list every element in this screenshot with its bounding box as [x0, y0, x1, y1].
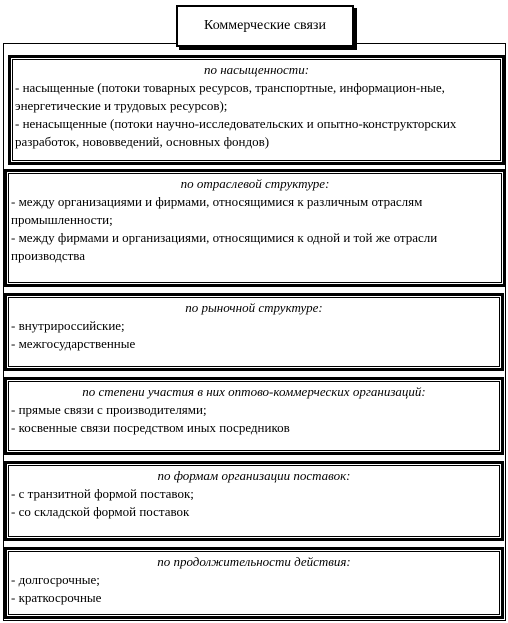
group-item: - ненасыщенные (потоки научно-исследовательских и опытно-конструкторских разработок, нововведений, основных фондов)	[15, 116, 457, 149]
group-item: - краткосрочные	[11, 590, 102, 605]
group-market-structure	[4, 293, 504, 371]
group-heading: по степени участия в них оптово-коммерческих организаций:	[82, 384, 426, 399]
group-item: - между фирмами и организациями, относящимися к одной и той же отрасли производства	[11, 230, 438, 263]
group-item: - долгосрочные;	[11, 572, 100, 587]
group-heading: по отраслевой структуре:	[180, 176, 330, 191]
group-industry-structure	[4, 169, 506, 287]
group-item: - прямые связи с производителями;	[11, 402, 207, 417]
group-item: - косвенные связи посредством иных посредников	[11, 420, 290, 435]
group-saturation	[8, 55, 505, 165]
group-item: - внутрироссийские;	[11, 318, 125, 333]
group-heading: по рыночной структуре:	[185, 300, 323, 315]
group-item: - между организациями и фирмами, относящимися к различным отраслям промышленности;	[11, 194, 423, 227]
group-item: - с транзитной формой поставок;	[11, 486, 194, 501]
group-wholesale-participation	[4, 377, 504, 455]
group-duration	[4, 547, 504, 619]
group-heading: по продолжительности действия:	[157, 554, 351, 569]
group-heading: по насыщенности:	[203, 62, 310, 77]
group-heading: по формам организации поставок:	[157, 468, 351, 483]
group-supply-forms	[4, 461, 504, 541]
group-item: - насыщенные (потоки товарных ресурсов, транспортные, информацион-ные, энергетические и трудовых ресурсов);	[15, 80, 445, 113]
group-item: - межгосударственные	[11, 336, 136, 351]
diagram-title: Коммерческие связи	[176, 5, 354, 47]
group-item: - со складской формой поставок	[11, 504, 190, 519]
